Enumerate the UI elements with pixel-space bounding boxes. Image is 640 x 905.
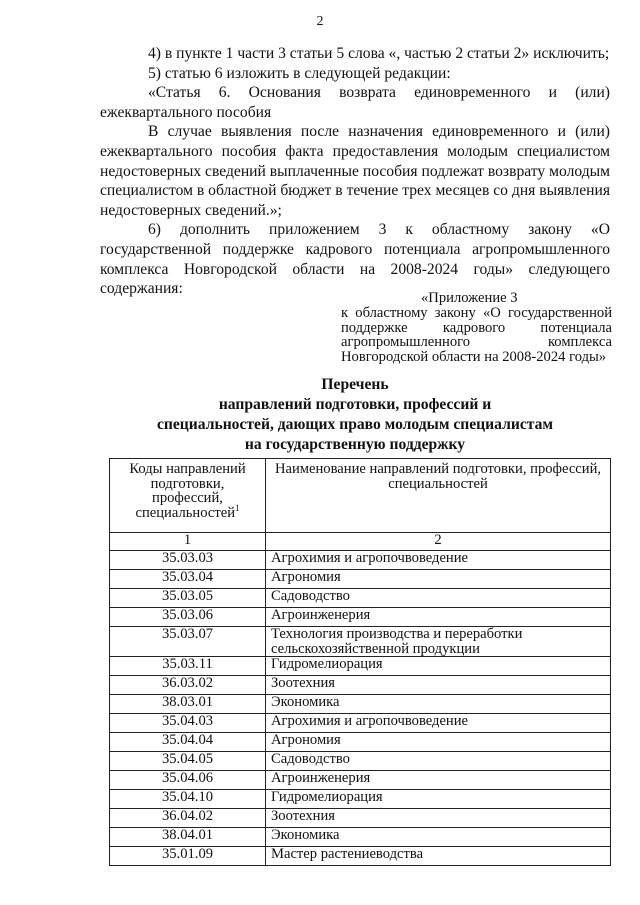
table-row bbox=[110, 608, 611, 627]
table-row bbox=[110, 771, 611, 790]
row-code: 36.04.02 bbox=[110, 809, 266, 828]
row-name: Агрохимия и агропочвоведение bbox=[266, 551, 611, 570]
paragraph: «Статья 6. Основания возврата единовременного и (или) ежеквартального пособия bbox=[100, 84, 610, 121]
table-row bbox=[110, 733, 611, 752]
row-name: Мастер растениеводства bbox=[266, 847, 611, 866]
column-number-row bbox=[110, 533, 611, 551]
row-name: Зоотехния bbox=[266, 809, 611, 828]
table-row bbox=[110, 752, 611, 771]
table-row bbox=[110, 790, 611, 809]
header-names: Наименование направлений подготовки, профессий, специальностей bbox=[266, 459, 611, 533]
paragraph: 6) дополнить приложением 3 к областному закону «О государственной поддержке кадрового потенциала агропромышленного комплекса Новгородской области на 2008-2024 годы» следующего содержания: bbox=[100, 221, 610, 298]
heading-line: направлений подготовки, профессий и bbox=[218, 396, 492, 413]
row-name: Агрохимия и агропочвоведение bbox=[266, 714, 611, 733]
column-number: 2 bbox=[266, 533, 611, 551]
table-row bbox=[110, 828, 611, 847]
list-heading bbox=[100, 375, 610, 455]
table-row bbox=[110, 809, 611, 828]
table-header-row bbox=[110, 459, 611, 533]
appendix-note-title: «Приложение 3 bbox=[421, 290, 518, 306]
row-code: 35.04.03 bbox=[110, 714, 266, 733]
header-codes bbox=[110, 459, 266, 533]
row-code: 35.03.07 bbox=[110, 627, 266, 657]
row-code: 35.03.11 bbox=[110, 657, 266, 676]
row-name: Технология производства и переработки сельскохозяйственной продукции bbox=[266, 627, 611, 657]
row-name: Экономика bbox=[266, 695, 611, 714]
row-code: 35.03.03 bbox=[110, 551, 266, 570]
row-name: Агрономия bbox=[266, 570, 611, 589]
row-name: Садоводство bbox=[266, 752, 611, 771]
heading-line: специальностей, дающих право молодым специалистам bbox=[156, 416, 554, 433]
row-name: Гидромелиорация bbox=[266, 657, 611, 676]
row-code: 35.04.10 bbox=[110, 790, 266, 809]
table-row bbox=[110, 627, 611, 657]
header-codes-label: Коды направлений подготовки, профессий, специальностей bbox=[129, 461, 246, 521]
table-row bbox=[110, 695, 611, 714]
row-name: Агроинженерия bbox=[266, 771, 611, 790]
table-body bbox=[110, 533, 611, 866]
row-code: 35.04.04 bbox=[110, 733, 266, 752]
row-name: Зоотехния bbox=[266, 676, 611, 695]
row-name: Гидромелиорация bbox=[266, 790, 611, 809]
row-code: 35.01.09 bbox=[110, 847, 266, 866]
row-code: 35.03.04 bbox=[110, 570, 266, 589]
heading-line: на государственную поддержку bbox=[244, 436, 466, 453]
appendix-note-text: к областному закону «О государственной поддержке кадрового потенциала агропромышленного комплекса Новгородской области на 2008-2024 годы» bbox=[341, 304, 612, 366]
row-code: 38.03.01 bbox=[110, 695, 266, 714]
column-number: 1 bbox=[110, 533, 266, 551]
row-name: Агрономия bbox=[266, 733, 611, 752]
document-body bbox=[100, 44, 610, 299]
specialties-table bbox=[109, 458, 611, 866]
row-name: Экономика bbox=[266, 828, 611, 847]
row-code: 38.04.01 bbox=[110, 828, 266, 847]
table-row bbox=[110, 657, 611, 676]
paragraph: 5) статью 6 изложить в следующей редакции: bbox=[148, 64, 451, 82]
appendix-note bbox=[341, 291, 612, 365]
row-code: 35.03.05 bbox=[110, 589, 266, 608]
table-row bbox=[110, 570, 611, 589]
paragraph: В случае выявления после назначения единовременного и (или) ежеквартального пособия факта предоставления молодым специалистом недостоверных сведений выплаченные пособия подлежат возврату молодым специалистом в областной бюджет в течение трех месяцев со дня выявления недостоверных сведений.»; bbox=[100, 123, 610, 219]
row-code: 35.04.06 bbox=[110, 771, 266, 790]
heading-line: Перечень bbox=[321, 376, 389, 393]
table-row bbox=[110, 589, 611, 608]
row-code: 35.03.06 bbox=[110, 608, 266, 627]
footnote-marker: 1 bbox=[235, 502, 240, 513]
row-name: Садоводство bbox=[266, 589, 611, 608]
row-name: Агроинженерия bbox=[266, 608, 611, 627]
table-row bbox=[110, 551, 611, 570]
page-number: 2 bbox=[316, 14, 324, 29]
table-row bbox=[110, 676, 611, 695]
table-row bbox=[110, 847, 611, 866]
row-code: 36.03.02 bbox=[110, 676, 266, 695]
row-code: 35.04.05 bbox=[110, 752, 266, 771]
paragraph: 4) в пункте 1 части 3 статьи 5 слова «, частью 2 статьи 2» исключить; bbox=[148, 45, 610, 62]
table-row bbox=[110, 714, 611, 733]
